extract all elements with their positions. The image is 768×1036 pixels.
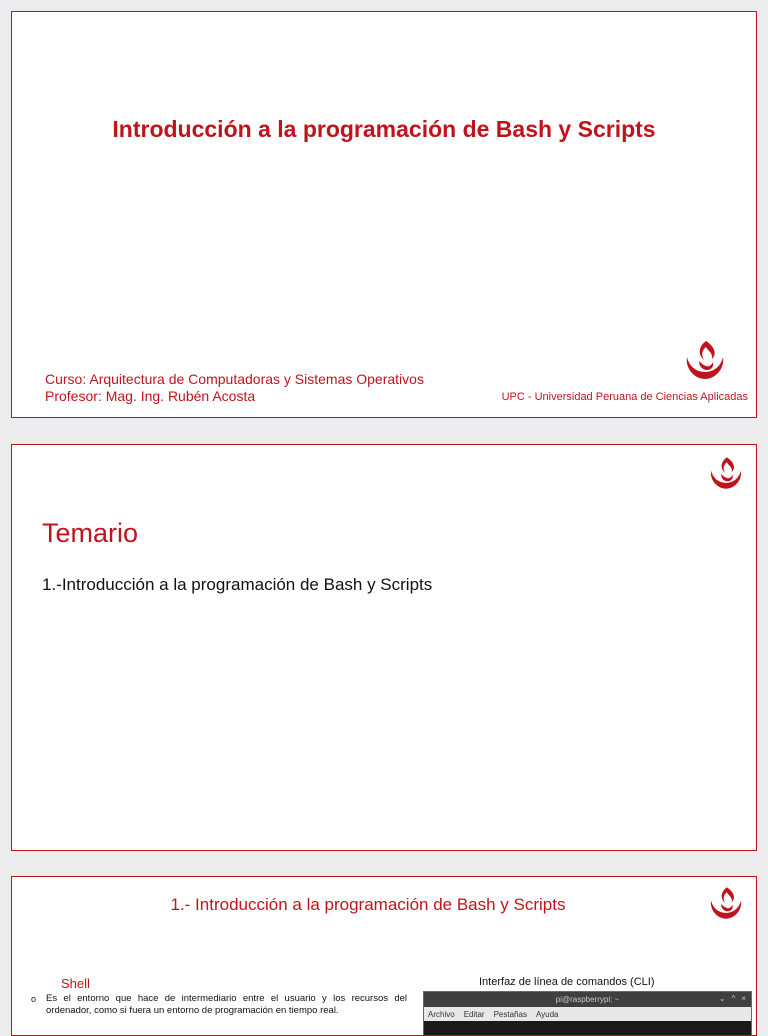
slide-title: 1.- Introducción a la programación de Bash y Scripts [170,895,566,914]
terminal-menubar [424,1007,751,1021]
close-icon: × [741,994,746,1003]
menu-archivo: Archivo [428,1009,455,1019]
maximize-icon: ^ [731,994,736,1003]
upc-logo-icon [707,455,745,491]
terminal-body [424,1021,751,1036]
content-slide [11,876,757,1036]
menu-pestanas: Pestañas [493,1009,527,1019]
upc-logo-icon [707,885,745,921]
section-heading: Shell [61,976,90,991]
slide-title: Introducción a la programación de Bash y Scripts [112,116,656,142]
bullet-text: Es el entorno que hace de intermediario entre el usuario y los recursos del ordenador, como si fuera un entorno de programación en tiempo real. [46,993,407,1016]
university-name: UPC - Universidad Peruana de Ciencias Aplicadas [501,391,748,403]
course-info [45,371,424,405]
agenda-item: 1.-Introducción a la programación de Bash y Scripts [42,575,433,594]
agenda-heading: Temario [42,518,139,548]
minimize-icon: ⌄ [718,994,726,1003]
title-slide [11,11,757,418]
bullet-item [31,993,407,1017]
bullet-marker: o [31,994,37,1004]
terminal-screenshot [423,991,752,1036]
upc-logo-icon [682,339,728,381]
menu-ayuda: Ayuda [535,1009,559,1019]
cli-caption: Interfaz de línea de comandos (CLI) [479,976,655,988]
window-controls [719,994,746,1003]
menu-editar: Editar [463,1009,485,1019]
terminal-titlebar [424,992,751,1007]
professor-line: Profesor: Mag. Ing. Rubén Acosta [45,388,256,404]
course-line: Curso: Arquitectura de Computadoras y Sistemas Operativos [45,371,424,387]
terminal-title: pi@raspberrypi: ~ [555,995,620,1004]
agenda-slide [11,444,757,851]
